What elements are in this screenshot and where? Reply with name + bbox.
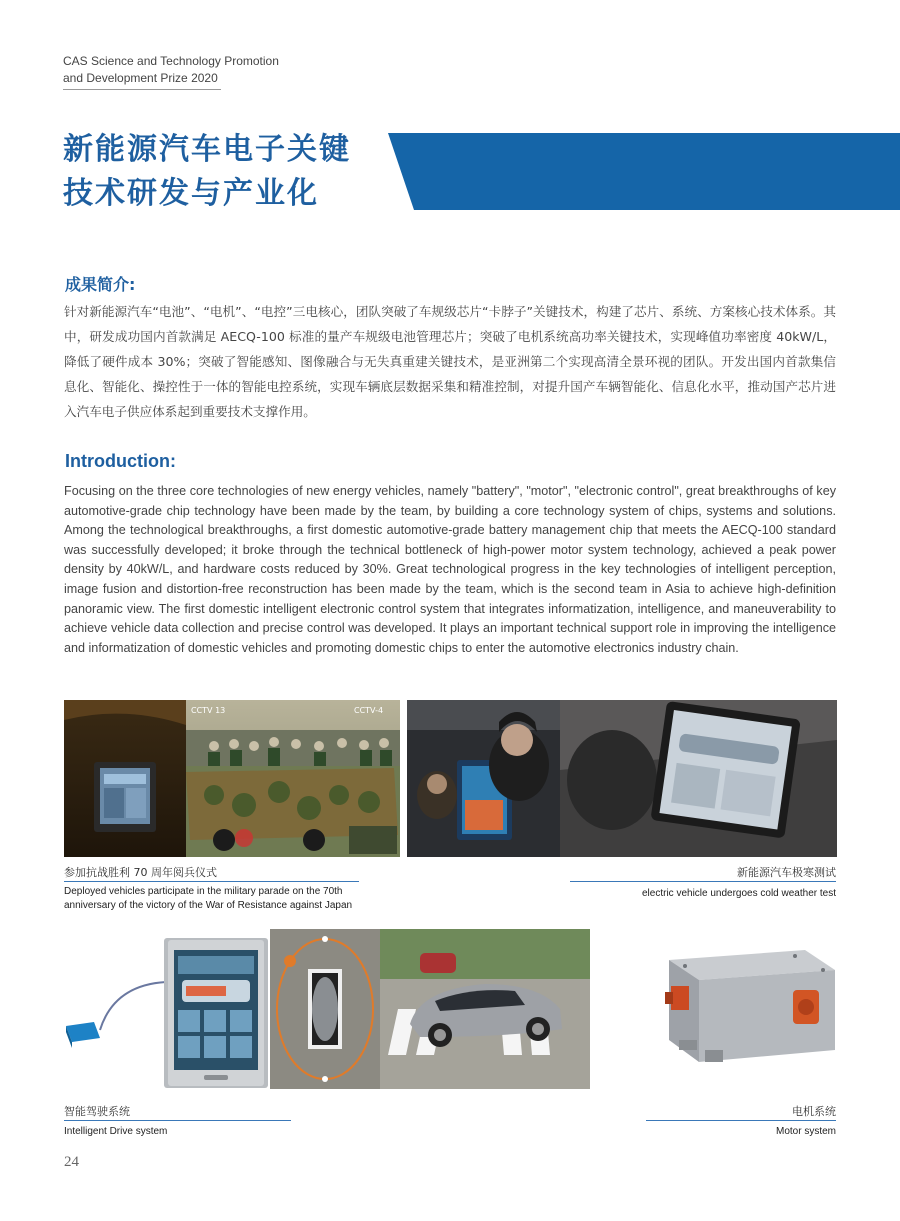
tv-logo-right: CCTV-4	[354, 706, 384, 715]
motor-controller-photo	[655, 940, 837, 1080]
parade-caption-en-2: anniversary of the victory of the War of Resistance against Japan	[64, 900, 353, 911]
parade-caption-en-1: Deployed vehicles participate in the military parade on the 70th	[64, 886, 343, 897]
drive-caption-en: Intelligent Drive system	[64, 1126, 168, 1137]
drive-caption-zh: 智能驾驶系统	[64, 1105, 130, 1118]
page-number: 24	[64, 1154, 79, 1170]
motor-caption-rule	[646, 1120, 836, 1121]
title-accent-bar	[388, 133, 900, 210]
intro-heading: Introduction:	[65, 451, 176, 471]
header-line-1: CAS Science and Technology Promotion	[63, 54, 279, 68]
header-rule	[63, 89, 221, 90]
motor-caption-en: Motor system	[775, 1126, 836, 1137]
cold-caption-zh: 新能源汽车极寒测试	[737, 866, 836, 879]
tv-logo-left: CCTV 13	[191, 706, 226, 715]
summary-heading: 成果简介:	[65, 275, 136, 294]
parade-photo	[64, 700, 400, 857]
panoramic-view-photo	[270, 929, 590, 1089]
cold-caption-en: electric vehicle undergoes cold weather test	[642, 888, 836, 899]
motor-caption-zh: 电机系统	[792, 1105, 836, 1118]
parade-caption-rule	[64, 881, 359, 882]
parade-caption-zh: 参加抗战胜利 70 周年阅兵仪式	[64, 866, 217, 879]
title-line-2: 技术研发与产业化	[63, 176, 319, 211]
cold-test-photo	[407, 700, 837, 857]
drive-controller-photo	[64, 930, 270, 1090]
cold-caption-rule	[570, 881, 836, 882]
title-line-1: 新能源汽车电子关键	[63, 132, 351, 167]
drive-caption-rule	[64, 1120, 291, 1121]
summary-text: 针对新能源汽车“电池”、“电机”、“电控”三电核心，团队突破了车规级芯片“卡脖子”关键技术，构建了芯片、系统、方案核心技术体系。其中，研发成功国内首款满足 AECQ-100 标准的量产车规级电池管理芯片；突破了电机系统高功率关键技术，实现峰值功率密度 40kW/L，降低了硬件成本 30%；突破了智能感知、图像融合与无失真重建关键技术，是亚洲第二个实现高清全景环视的团队。开发出国内首款集信息化、智能化、操控性于一体的智能电控系统，实现车辆底层数据采集和精准控制，对提升国产车辆智能化、信息化水平，推动国产芯片进入汽车电子供应体系起到重要技术支撑作用。	[64, 304, 836, 419]
intro-text: Focusing on the three core technologies of new energy vehicles, namely "battery", "motor", "electronic control", great breakthroughs of key automotive-grade chip technology have been made by the team, by building a core technology system of chips, systems and solutions. Among the technological breakthroughs, a first domestic automotive-grade battery management chip that meets the AECQ-100 standard was successfully developed; it broke through the technical bottleneck of high-power motor system technology, achieved a peak power density by 40kW/L, and hardware costs reduced by 30%. Great technological progress in the key technologies of intelligent perception, image fusion and distortion-free reconstruction has been made by the team, which is the second team in Asia to achieve high-definition panoramic view. The first domestic intelligent electronic control system that integrates informatization, intelligence, and maneuverability to achieve vehicle data collection and precise control was developed. It plays an important technical support role in improving the intelligence and informatization of domestic vehicles and promoting domestic chips to enter the automotive electronics industry chain.	[64, 484, 836, 655]
header-line-2: and Development Prize 2020	[63, 71, 218, 85]
